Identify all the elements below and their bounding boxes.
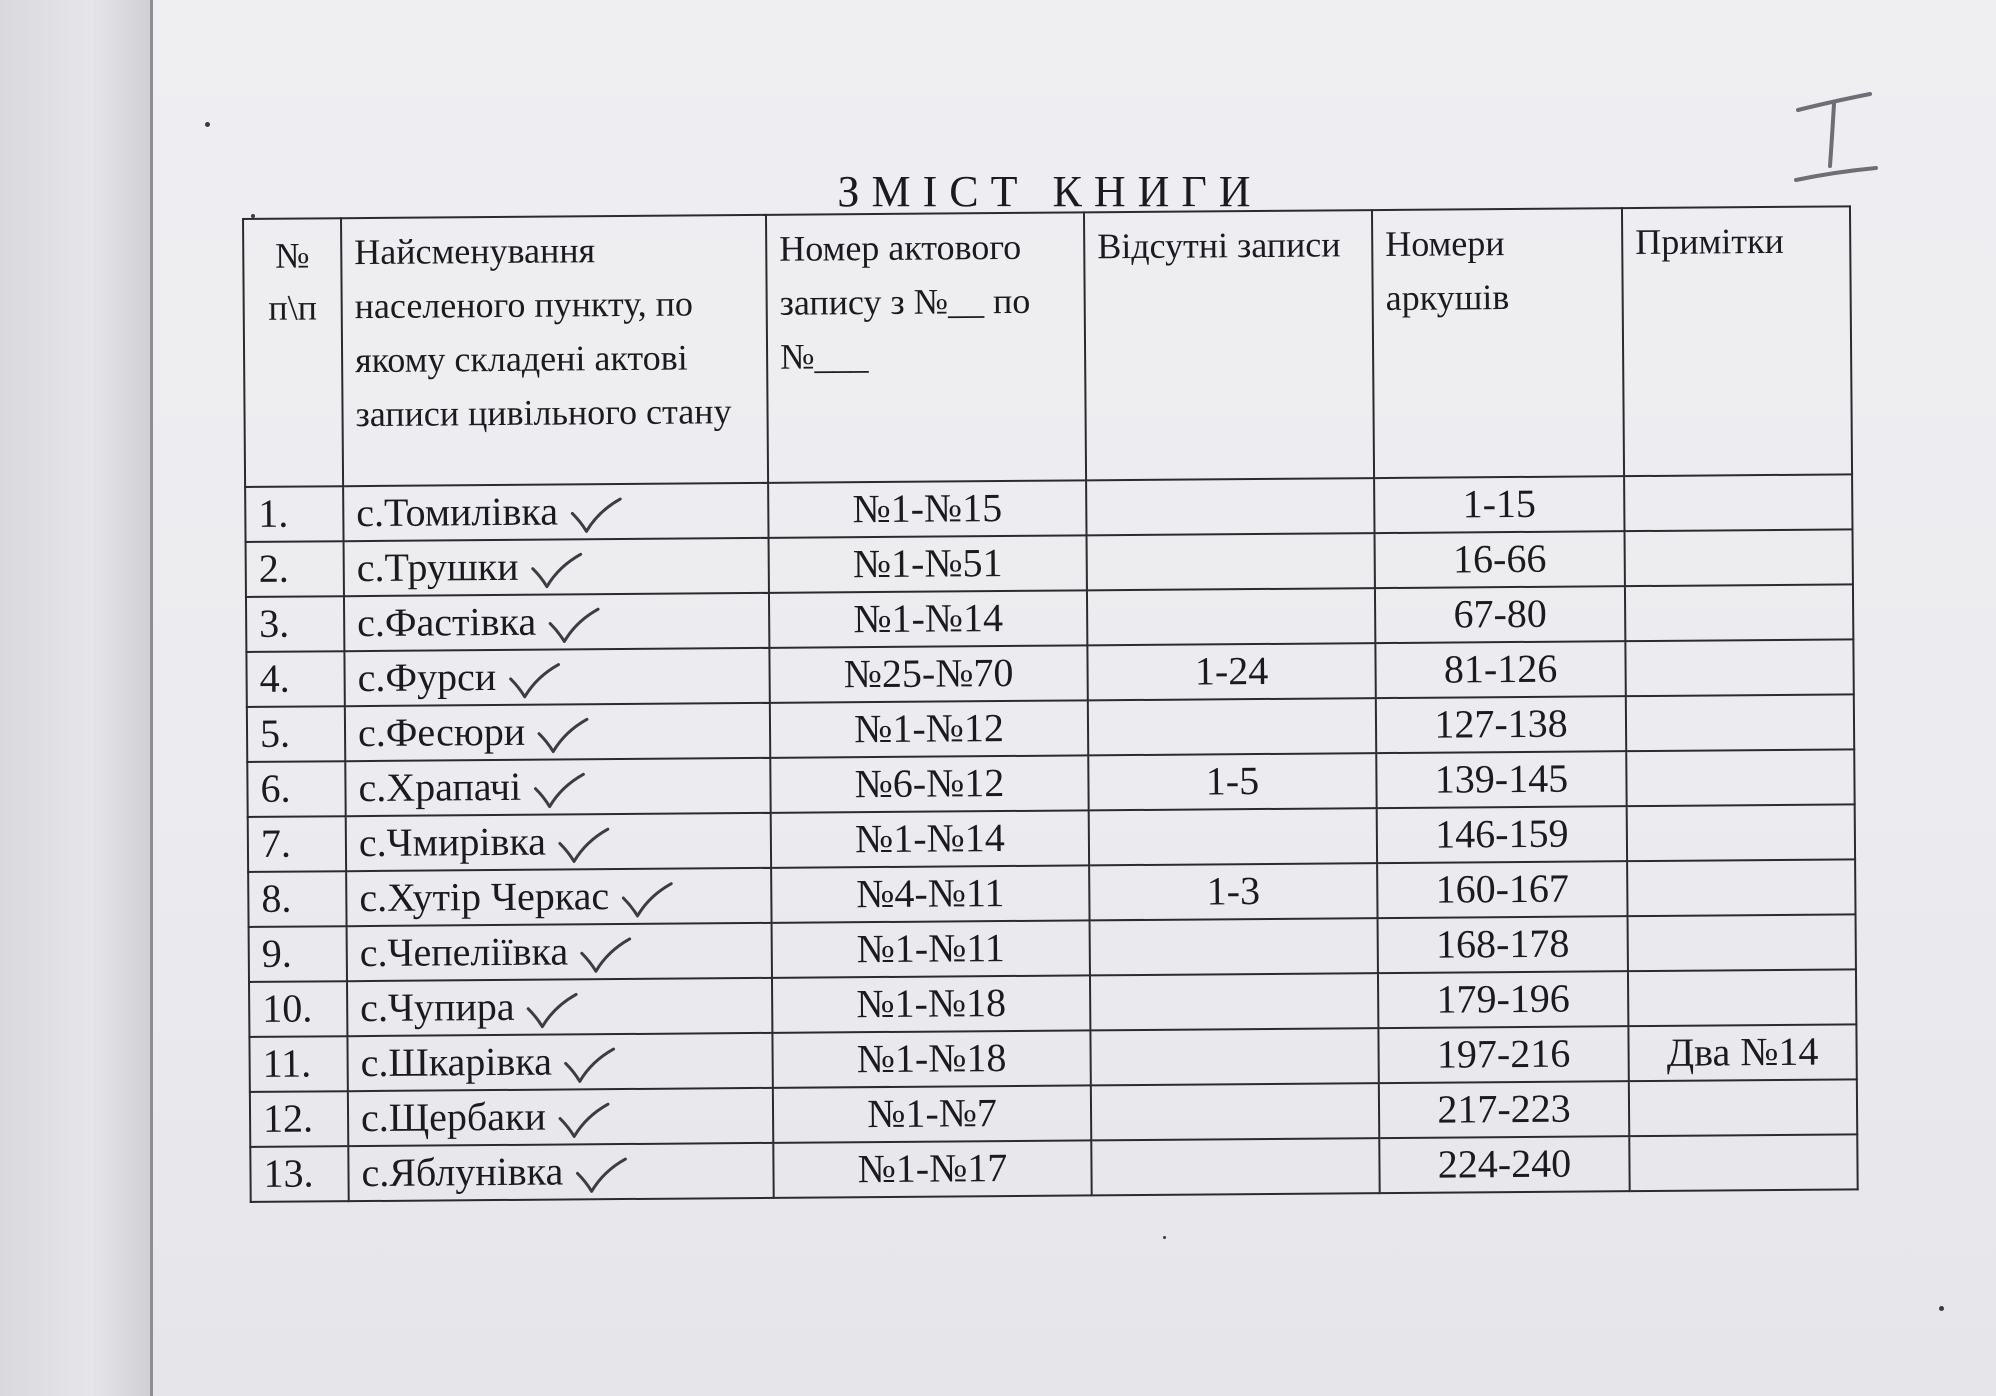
check-mark-icon	[546, 605, 602, 645]
header-num: № п\п	[243, 218, 343, 487]
sheet-numbers: 127-138	[1376, 696, 1626, 753]
row-number: 3.	[246, 596, 344, 652]
record-range: №6-№12	[770, 755, 1088, 812]
paper-speck	[1939, 1306, 1944, 1311]
record-range: №1-№17	[773, 1140, 1091, 1197]
missing-records	[1091, 1138, 1379, 1195]
note	[1626, 694, 1854, 751]
row-number: 1.	[245, 486, 343, 542]
sheet-numbers: 139-145	[1376, 751, 1626, 808]
settlement-name-cell	[348, 1088, 773, 1146]
note	[1629, 1134, 1857, 1191]
settlement-name: с.Шкарівка	[360, 1038, 553, 1086]
settlement-name-cell	[345, 703, 770, 761]
check-mark-icon	[619, 879, 675, 919]
note	[1628, 914, 1856, 971]
paper-speck	[1163, 1236, 1166, 1239]
sheet-numbers: 197-216	[1378, 1026, 1628, 1083]
header-row	[243, 206, 1852, 487]
record-range: №1-№15	[768, 480, 1086, 537]
header-name: Найсменування населеного пункту, по якому складені актові записи цивільного стану	[341, 215, 768, 486]
settlement-name-cell	[347, 978, 772, 1036]
settlement-name: с.Фесюри	[357, 708, 526, 756]
row-number: 12.	[250, 1091, 348, 1147]
handwritten-roman-numeral	[1790, 88, 1880, 188]
missing-records	[1090, 1028, 1378, 1085]
row-number: 9.	[249, 926, 347, 982]
record-range: №1-№51	[769, 535, 1087, 592]
row-number: 8.	[248, 871, 346, 927]
adjacent-page-strip	[0, 0, 152, 1396]
sheet-numbers: 67-80	[1375, 586, 1625, 643]
header-missing: Відсутні записи	[1084, 210, 1374, 480]
document-title: ЗМІСТ КНИГИ	[837, 167, 1263, 216]
missing-records: 1-5	[1088, 753, 1376, 810]
record-range: №1-№18	[772, 975, 1090, 1032]
sheet-numbers: 179-196	[1378, 971, 1628, 1028]
missing-records	[1090, 918, 1378, 975]
note	[1626, 749, 1854, 806]
page-number-text	[1790, 88, 1791, 89]
record-range: №1-№7	[773, 1085, 1091, 1142]
note	[1628, 969, 1856, 1026]
sheet-numbers: 81-126	[1375, 641, 1625, 698]
record-range: №1-№12	[770, 700, 1088, 757]
settlement-name: с.Чмирівка	[358, 818, 547, 866]
check-mark-icon	[573, 1155, 629, 1195]
note	[1624, 474, 1852, 531]
row-number: 4.	[246, 651, 344, 707]
missing-records	[1091, 1083, 1379, 1140]
sheet-numbers: 146-159	[1377, 806, 1627, 863]
settlement-name-cell	[346, 868, 771, 926]
settlement-name-cell	[344, 593, 769, 651]
missing-records: 1-24	[1087, 643, 1375, 700]
check-mark-icon	[562, 1045, 618, 1085]
row-number: 2.	[246, 541, 344, 597]
header-sheets: Номери аркушів	[1372, 208, 1624, 478]
record-range: №1-№14	[771, 810, 1089, 867]
handwritten-page-number	[1790, 88, 1880, 188]
record-range: №25-№70	[769, 645, 1087, 702]
missing-records	[1090, 973, 1378, 1030]
header-note: Примітки	[1622, 206, 1852, 476]
settlement-name: с.Фурси	[357, 654, 497, 701]
settlement-name-cell	[347, 923, 772, 981]
settlement-name-cell	[348, 1143, 773, 1201]
settlement-name: с.Яблунівка	[361, 1148, 564, 1196]
check-mark-icon	[531, 770, 587, 810]
settlement-name-cell	[346, 813, 771, 871]
note	[1629, 1079, 1857, 1136]
check-mark-icon	[528, 550, 584, 590]
settlement-name: с.Томилівка	[356, 488, 559, 536]
note: Два №14	[1628, 1024, 1856, 1081]
record-range: №1-№11	[772, 920, 1090, 977]
paper-speck	[205, 122, 210, 127]
settlement-name: с.Хутір Черкас	[359, 873, 610, 921]
header-range: Номер актового запису з №__ по №___	[766, 212, 1086, 482]
table-row	[250, 1134, 1857, 1202]
missing-records	[1088, 698, 1376, 755]
settlement-name: с.Трушки	[356, 543, 519, 591]
contents-table	[242, 205, 1859, 1203]
settlement-name: с.Храпачі	[358, 763, 522, 811]
check-mark-icon	[524, 990, 580, 1030]
check-mark-icon	[556, 825, 612, 865]
row-number: 7.	[248, 816, 346, 872]
record-range: №1-№14	[769, 590, 1087, 647]
settlement-name: с.Щербаки	[360, 1093, 547, 1141]
table-body	[245, 474, 1858, 1202]
row-number: 5.	[247, 706, 345, 762]
settlement-name: с.Чупира	[360, 983, 515, 1031]
check-mark-icon	[568, 495, 624, 535]
check-mark-icon	[535, 715, 591, 755]
sheet-numbers: 224-240	[1379, 1136, 1629, 1193]
check-mark-icon	[506, 660, 562, 700]
row-number: 6.	[247, 761, 345, 817]
check-mark-icon	[578, 935, 634, 975]
row-number: 10.	[249, 981, 347, 1037]
record-range: №4-№11	[771, 865, 1089, 922]
note	[1625, 584, 1853, 641]
sheet-numbers: 160-167	[1377, 861, 1627, 918]
settlement-name-cell	[345, 758, 770, 816]
row-number: 13.	[250, 1146, 348, 1202]
settlement-name: с.Чепеліївка	[359, 928, 569, 976]
missing-records: 1-3	[1089, 863, 1377, 920]
sheet-numbers: 1-15	[1374, 476, 1624, 533]
missing-records	[1087, 588, 1375, 645]
missing-records	[1087, 533, 1375, 590]
settlement-name-cell	[343, 483, 768, 541]
missing-records	[1086, 478, 1374, 535]
settlement-name: с.Фастівка	[357, 598, 537, 646]
note	[1625, 639, 1853, 696]
missing-records	[1089, 808, 1377, 865]
sheet-numbers: 168-178	[1378, 916, 1628, 973]
settlement-name-cell	[344, 538, 769, 596]
record-range: №1-№18	[772, 1030, 1090, 1087]
settlement-name-cell	[344, 648, 769, 706]
note	[1627, 804, 1855, 861]
check-mark-icon	[556, 1100, 612, 1140]
note	[1625, 529, 1853, 586]
sheet-numbers: 217-223	[1379, 1081, 1629, 1138]
settlement-name-cell	[347, 1033, 772, 1091]
row-number: 11.	[249, 1036, 347, 1092]
sheet-numbers: 16-66	[1375, 531, 1625, 588]
note	[1627, 859, 1855, 916]
